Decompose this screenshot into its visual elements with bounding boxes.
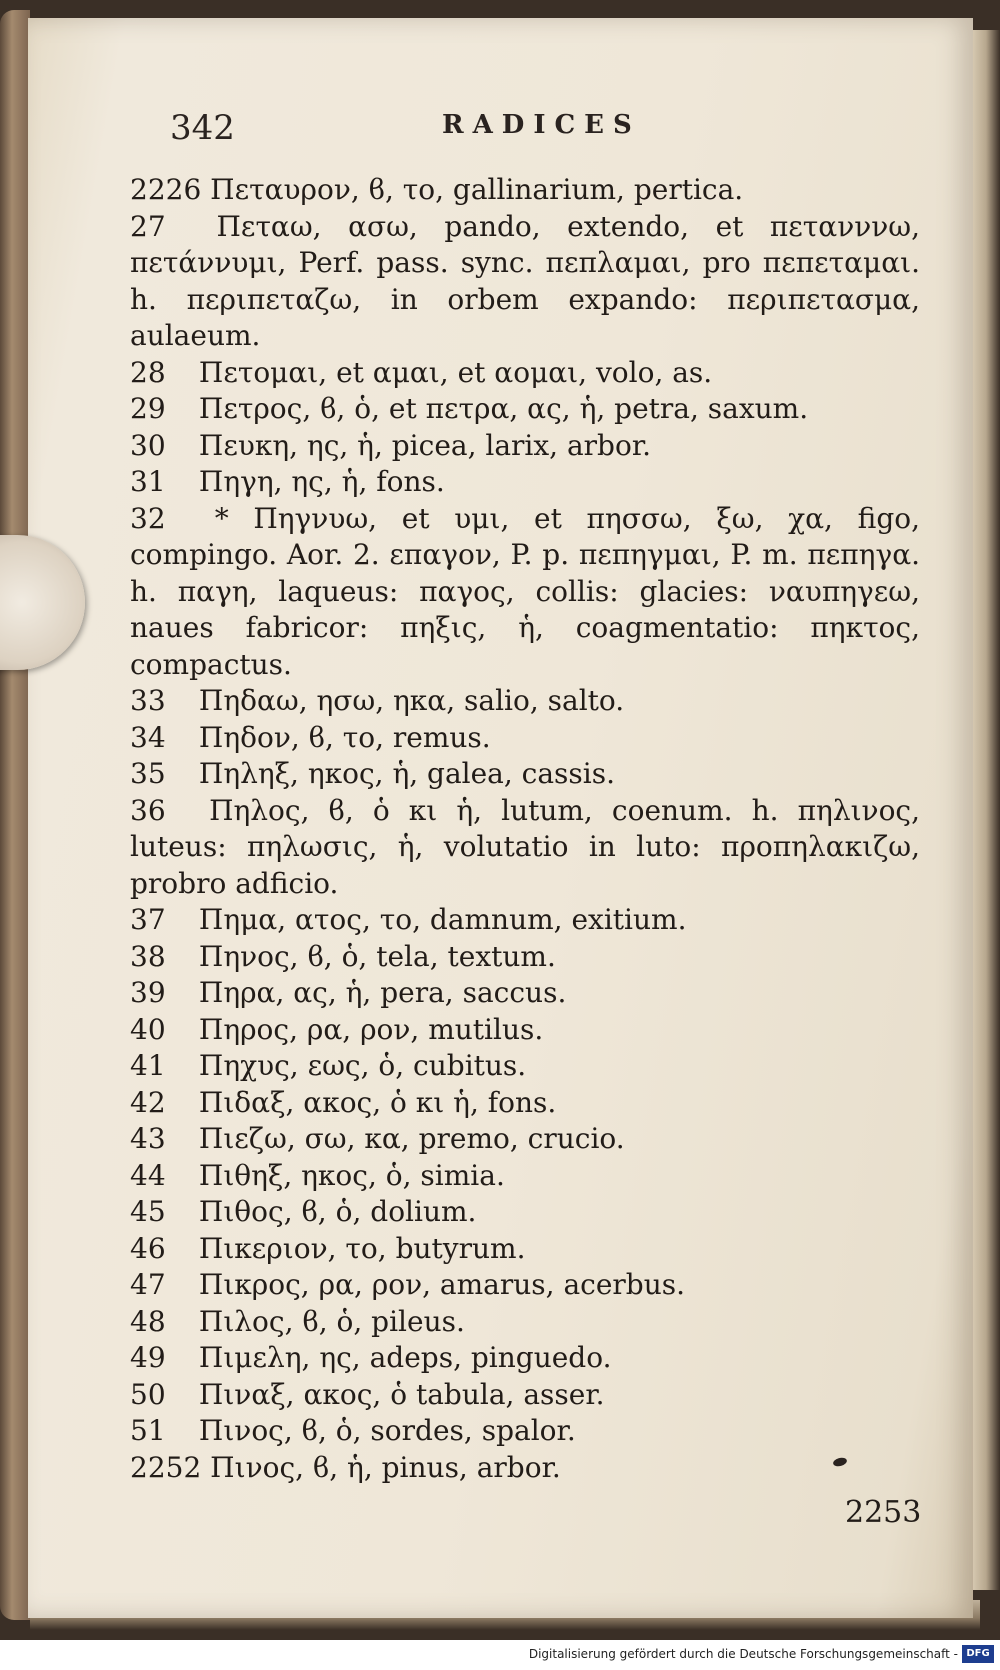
dfg-logo-icon: DFG (962, 1645, 994, 1663)
entry-text: Πηχυς, εως, ὁ, cubitus. (198, 1049, 527, 1082)
entry-row (130, 1377, 920, 1414)
entry-text: Πιμελη, ης, adeps, pinguedo. (198, 1341, 612, 1374)
entry-row (130, 1340, 920, 1377)
entry-row (130, 1085, 920, 1122)
entry-row (130, 939, 920, 976)
entry-text: Πεταυρον, ϐ, το, gallinarium, pertica. (210, 173, 744, 206)
entry-row (130, 428, 920, 465)
entry-text: Πιθος, ϐ, ὁ, dolium. (198, 1195, 477, 1228)
entry-text: Πεταω, ασω, pando, extendo, et πετανννω, πετάννυμι, Perf. pass. sync. πεπλαμαι, pro πεπεταμαι. h. περιπεταζω, in orbem expando: περιπετασμα, aulaeum. (130, 209, 921, 352)
entry-text: Πηδαω, ησω, ηκα, salio, salto. (198, 684, 625, 717)
entry-row (130, 391, 920, 428)
entry-number: 40 (130, 1012, 166, 1046)
dictionary-entries (130, 172, 920, 1486)
entry-row (130, 1450, 920, 1487)
entry-row (130, 902, 920, 939)
entry-number: 35 (130, 757, 166, 790)
entry-text: Πινος, ϐ, ἡ, pinus, arbor. (210, 1450, 561, 1484)
entry-number: 38 (130, 939, 166, 973)
entry-number: 2252 (130, 1450, 202, 1484)
entry-number: 29 (130, 392, 166, 425)
entry-number: 27 (130, 209, 166, 243)
entry-text: Πηλος, ϐ, ὁ κι ἡ, lutum, coenum. h. πηλινος, luteus: πηλωσις, ἡ, volutatio in luto: προπηλακιζω, probro adficio. (130, 793, 921, 900)
footer-bar (0, 1640, 1000, 1670)
entry-number: 45 (130, 1195, 166, 1228)
entry-row (130, 756, 920, 793)
running-head (170, 100, 730, 150)
entry-text: Πευκη, ης, ἡ, picea, larix, arbor. (198, 428, 652, 462)
entry-number: 31 (130, 465, 166, 498)
entry-number: 44 (130, 1158, 166, 1192)
entry-text: Πιναξ, ακος, ὁ tabula, asser. (198, 1377, 605, 1411)
entry-text: Πηγη, ης, ἡ, fons. (198, 465, 445, 498)
page-number: 342 (170, 108, 235, 148)
entry-row (130, 1121, 920, 1158)
entry-number: 30 (130, 428, 166, 462)
entry-text: Πηδον, ϐ, το, remus. (198, 720, 491, 754)
entry-text: Πηρος, ρα, ρον, mutilus. (198, 1012, 544, 1046)
entry-row (130, 501, 920, 684)
entry-row (130, 1194, 920, 1231)
entry-text: Πιεζω, σω, κα, premo, crucio. (198, 1122, 625, 1155)
entry-number: 39 (130, 976, 166, 1009)
entry-row (130, 1413, 920, 1450)
entry-number: 2226 (130, 173, 202, 206)
entry-number: 33 (130, 684, 166, 717)
entry-text: * Πηγνυω, et υμι, et πησσω, ξω, χα, figo, compingo. Aor. 2. επαγον, P. p. πεπηγμαι, P. m. πεπηγα. h. παγη, laqueus: παγος, collis: glacies: ναυπηγεω, naues fabricor: πηξις, ἡ, coagmentatio: πηκτος, compactus. (130, 501, 920, 681)
entry-row (130, 683, 920, 720)
entry-text: Πημα, ατος, το, damnum, exitium. (198, 903, 687, 936)
entry-row (130, 1158, 920, 1195)
entry-text: Πινος, ϐ, ὁ, sordes, spalor. (198, 1414, 576, 1447)
page-title: RADICES (442, 110, 641, 140)
entry-number: 37 (130, 903, 166, 936)
entry-number: 41 (130, 1049, 166, 1082)
entry-row (130, 975, 920, 1012)
entry-number: 47 (130, 1268, 166, 1301)
entry-text: Πηνος, ϐ, ὁ, tela, textum. (198, 939, 556, 973)
catchword: 2253 (845, 1495, 922, 1530)
entry-row (130, 720, 920, 757)
entry-text: Πιθηξ, ηκος, ὁ, simia. (198, 1158, 505, 1192)
page-edge-right (972, 30, 1000, 1590)
entry-number: 36 (130, 793, 166, 827)
entry-row (130, 209, 920, 355)
entry-number: 34 (130, 720, 166, 754)
entry-number: 51 (130, 1414, 166, 1447)
entry-row (130, 172, 920, 209)
entry-number: 50 (130, 1377, 166, 1411)
entry-row (130, 1231, 920, 1268)
entry-number: 43 (130, 1122, 166, 1155)
page-edge-left (0, 10, 30, 1620)
entry-number: 46 (130, 1231, 166, 1265)
entry-row (130, 793, 920, 903)
entry-text: Πικρος, ρα, ρον, amarus, acerbus. (198, 1268, 685, 1301)
entry-row (130, 355, 920, 392)
entry-text: Πετρος, ϐ, ὁ, et πετρα, ας, ἡ, petra, saxum. (198, 392, 809, 425)
entry-number: 49 (130, 1341, 166, 1374)
entry-row (130, 1304, 920, 1341)
entry-row (130, 1267, 920, 1304)
entry-text: Πικεριον, το, butyrum. (198, 1231, 526, 1265)
entry-row (130, 464, 920, 501)
entry-number: 28 (130, 355, 166, 389)
entry-text: Πετομαι, et αμαι, et αομαι, volo, as. (198, 355, 713, 389)
entry-text: Πιδαξ, ακος, ὁ κι ἡ, fons. (198, 1085, 557, 1119)
footer-credit: Digitalisierung gefördert durch die Deutsche Forschungsgemeinschaft - (528, 1647, 958, 1661)
entry-text: Πηρα, ας, ἡ, pera, saccus. (198, 976, 567, 1009)
entry-number: 48 (130, 1304, 166, 1338)
entry-number: 32 (130, 501, 166, 535)
entry-row (130, 1012, 920, 1049)
entry-row (130, 1048, 920, 1085)
entry-text: Πηληξ, ηκος, ἡ, galea, cassis. (198, 757, 616, 790)
entry-number: 42 (130, 1085, 166, 1119)
entry-text: Πιλος, ϐ, ὁ, pileus. (198, 1304, 465, 1338)
